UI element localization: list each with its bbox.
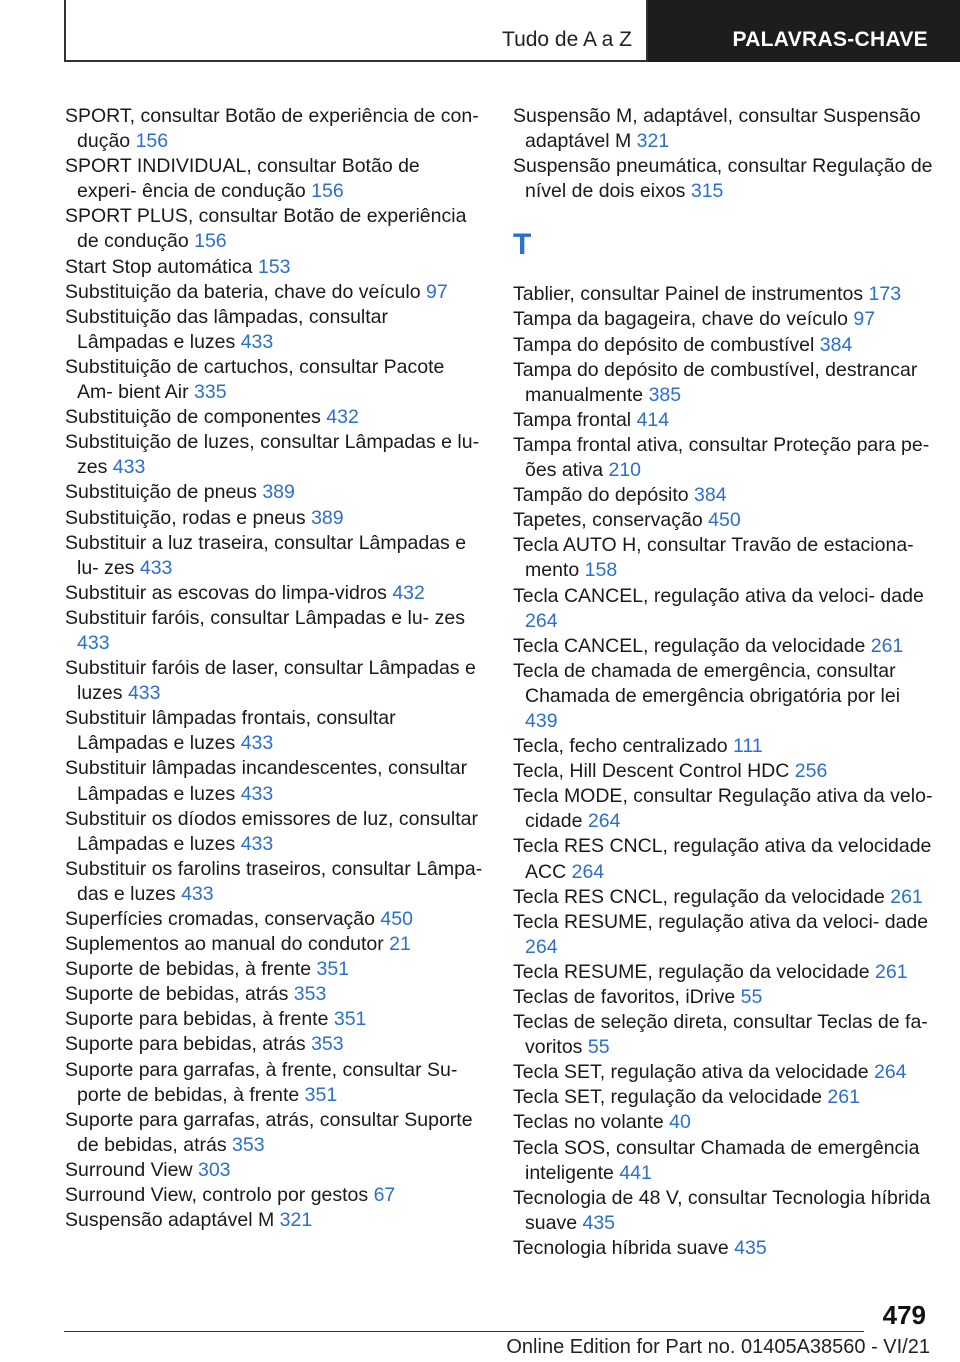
page-link[interactable]: 389 [311,506,344,529]
index-entry [513,483,933,508]
index-entry [513,154,933,204]
index-entry [65,355,483,405]
index-entry [513,659,933,734]
page-link[interactable]: 153 [257,255,291,278]
entry-text: Tecla AUTO H, consultar Travão de estaciona- mento [513,534,914,582]
page-link[interactable]: 433 [240,330,274,353]
page-link[interactable]: 97 [425,280,448,303]
entry-text: Tampão do depósito [513,484,689,507]
entry-text: Tapetes, conservação [513,509,703,532]
chapter-tab [648,0,960,62]
entry-text: Tecla, fecho centralizado [513,735,728,758]
entry-text: Suspensão M, adaptável, consultar Suspensão adaptável M [513,105,921,153]
entry-text: Surround View [65,1158,193,1181]
page-link[interactable]: 389 [262,481,295,504]
index-entry [513,1010,933,1060]
entry-text: Tecnologia híbrida suave [513,1236,729,1259]
index-entry [65,656,483,706]
entry-text: Substituição, rodas e pneus [65,506,306,529]
page-link[interactable]: 264 [587,810,621,833]
page-link[interactable]: 435 [734,1236,767,1259]
index-entry [513,1085,933,1110]
index-column-left [65,104,483,1233]
index-entry [65,104,483,154]
entry-text: Substituição da bateria, chave do veículo [65,280,421,303]
page-link[interactable]: 261 [827,1086,860,1109]
index-entry [513,533,933,583]
entry-text: Substituição das lâmpadas, consultar Lâmpadas e luzes [65,305,389,353]
page-link[interactable]: 351 [316,958,350,981]
index-entry [513,584,933,634]
index-entry [65,1007,483,1032]
index-entry [513,1136,933,1186]
index-entry [65,506,483,531]
index-entry [65,1183,483,1208]
page-link[interactable]: 450 [380,908,413,930]
index-entry [65,982,483,1007]
page-link[interactable]: 433 [240,732,274,755]
index-entry [65,706,483,756]
entry-text: Suporte para bebidas, atrás [65,1033,306,1056]
index-entry [65,255,483,280]
entry-text: Substituição de luzes, consultar Lâmpadas e lu- zes [65,431,480,479]
index-entry [65,957,483,982]
entry-text: Tampa frontal ativa, consultar Proteção para pe- ões ativa [513,433,930,482]
entry-text: Tecla SET, regulação da velocidade [513,1086,822,1109]
page-header [0,0,960,66]
index-entry [65,807,483,857]
page-link[interactable]: 97 [853,308,876,331]
index-column-right [513,104,933,1261]
entry-text: Tecla RES CNCL, regulação ativa da velocidade ACC [513,835,932,883]
entry-text: Suspensão adaptável M [65,1209,275,1232]
page-link[interactable]: 264 [525,935,558,958]
entry-text: Tecla CANCEL, regulação da velocidade [513,634,866,657]
page-link[interactable]: 111 [733,735,763,758]
page-link[interactable]: 264 [873,1061,907,1084]
page-link[interactable]: 21 [389,933,411,956]
entry-text: Suporte de bebidas, à frente [65,958,312,981]
entry-text: Tecla MODE, consultar Regulação ativa da velo- cidade [513,785,933,833]
page-link[interactable]: 385 [648,383,682,406]
entry-text: Suspensão pneumática, consultar Regulação de nível de dois eixos [513,155,933,203]
entry-text: Suplementos ao manual do condutor [65,933,384,956]
entry-text: Substituição de componentes [65,406,321,429]
entry-text: Tecla SET, regulação ativa da velocidade [513,1061,869,1084]
entry-text: Tampa do depósito de combustível, destrancar manualmente [513,358,918,406]
index-entry [65,606,483,656]
index-entry [65,1058,483,1108]
page-link[interactable]: 156 [135,130,169,153]
page-link[interactable]: 432 [392,581,425,604]
page-link[interactable]: 303 [197,1158,231,1181]
entry-text: Teclas de seleção direta, consultar Teclas de fa- voritos [513,1011,928,1059]
page-link[interactable]: 158 [584,559,618,582]
index-entry [65,430,483,480]
index-entry [513,333,933,358]
entry-text: Substituir lâmpadas incandescentes, consultar Lâmpadas e luzes [65,757,468,805]
entry-text: Substituir a luz traseira, consultar Lâmpadas e lu- zes [65,531,467,579]
index-entry [513,734,933,759]
page-link[interactable]: 351 [333,1008,367,1031]
entry-text: Tampa do depósito de combustível [513,333,815,356]
entry-text: Suporte para garrafas, à frente, consultar Su- porte de bebidas, à frente [65,1058,458,1106]
entry-text: SPORT, consultar Botão de experiência de con- dução [65,105,479,153]
index-entry [513,508,933,533]
entry-text: Tampa frontal [513,408,632,431]
entry-text: Substituir as escovas do limpa-vidros [65,581,387,604]
page-link[interactable]: 335 [194,381,227,404]
entry-text: Tecla RES CNCL, regulação da velocidade [513,885,885,908]
chapter-tab-label: PALAVRAS-CHAVE [732,28,928,51]
page-link[interactable]: 432 [326,406,359,429]
index-entry [65,204,483,254]
page-link[interactable]: 315 [690,180,724,203]
index-entry [513,960,933,985]
page-link[interactable]: 435 [582,1211,616,1234]
entry-text: Suporte para garrafas, atrás, consultar Suporte de bebidas, atrás [65,1108,473,1156]
entry-text: Substituição de pneus [65,481,257,504]
entry-text: Tampa da bagageira, chave do veículo [513,308,848,331]
index-entry [65,932,483,957]
index-entry [513,784,933,834]
entry-text: Tecla SOS, consultar Chamada de emergência inteligente [513,1136,920,1184]
entry-text: Tecla RESUME, regulação ativa da veloci- dade [513,910,929,933]
page-link[interactable]: 439 [525,709,558,732]
index-entry [513,885,933,910]
index-entry [513,985,933,1010]
footer [0,1336,960,1359]
footer-text: Online Edition for Part no. 01405A38560 - VI/21 [506,1336,930,1358]
entry-text: Tecla de chamada de emergência, consultar Chamada de emergência obrigatória por lei [513,659,901,707]
page-link[interactable]: 264 [571,860,605,883]
entry-text: Substituir faróis de laser, consultar Lâmpadas e luzes [65,657,476,705]
page-link[interactable]: 433 [112,456,146,479]
section-label: Tudo de A a Z [502,28,632,51]
index-entry [513,1236,933,1261]
index-entry [513,759,933,784]
index-entry [65,1158,483,1183]
section-letter: T [513,228,532,262]
page-link[interactable]: 433 [240,832,274,855]
index-entry [65,405,483,430]
page-link[interactable]: 433 [181,882,214,905]
page-link[interactable]: 433 [77,631,110,654]
entry-text: Tecla, Hill Descent Control HDC [513,760,790,783]
index-group-s-continued [513,104,933,204]
page-link[interactable]: 264 [525,609,558,632]
header-frame [64,0,648,62]
entry-text: Substituir faróis, consultar Lâmpadas e lu- zes [65,606,465,629]
page-link[interactable]: 55 [740,986,763,1008]
index-entry [65,857,483,907]
page-link[interactable]: 384 [694,484,727,507]
index-entry [513,307,933,332]
entry-text: SPORT PLUS, consultar Botão de experiência de condução [65,205,467,253]
entry-text: Superfícies cromadas, conservação [65,908,375,930]
index-entry [65,907,483,932]
index-entry [513,634,933,659]
entry-text: Tecla CANCEL, regulação ativa da veloci- dade [513,584,924,607]
page-link[interactable]: 261 [890,885,923,908]
page-link[interactable]: 156 [311,180,344,203]
index-entry [65,280,483,305]
page-link[interactable]: 67 [373,1184,396,1207]
entry-text: SPORT INDIVIDUAL, consultar Botão de experi- ência de condução [65,155,420,203]
page-link[interactable]: 441 [619,1161,652,1184]
page-link[interactable]: 433 [127,682,161,705]
page-link[interactable]: 433 [139,556,173,579]
page-link[interactable]: 353 [311,1033,344,1056]
index-entry [513,910,933,960]
entry-text: Start Stop automática [65,255,253,278]
index-entry [513,408,933,433]
entry-text: Tecla RESUME, regulação da velocidade [513,960,870,983]
index-entry [65,756,483,806]
page-link[interactable]: 321 [636,130,670,153]
page-link[interactable]: 433 [240,782,274,805]
page-link[interactable]: 353 [232,1133,265,1156]
page-link[interactable]: 414 [636,408,670,431]
entry-text: Surround View, controlo por gestos [65,1184,369,1207]
page-link[interactable]: 261 [875,960,908,983]
entry-text: Substituir os díodos emissores de luz, consultar Lâmpadas e luzes [65,807,478,855]
page-link[interactable]: 40 [669,1111,691,1134]
page-number: 479 [882,1300,926,1330]
page-link[interactable]: 351 [304,1083,338,1106]
footer-divider [64,1331,864,1332]
entry-text: Tablier, consultar Painel de instrumentos [513,283,864,306]
index-entry [513,1186,933,1236]
page-link[interactable]: 156 [194,230,227,253]
index-entry [65,1032,483,1057]
entry-text: Substituir lâmpadas frontais, consultar Lâmpadas e luzes [65,707,396,755]
page-link[interactable]: 450 [708,509,741,532]
index-entry [513,433,933,483]
page-link[interactable]: 261 [870,634,904,657]
index-entry [513,1060,933,1085]
index-entry [513,282,933,307]
index-entry [65,531,483,581]
index-group-t [513,282,933,1261]
index-entry [65,581,483,606]
index-entry [65,1108,483,1158]
index-entry [65,154,483,204]
page-link[interactable]: 55 [587,1036,610,1059]
page-link[interactable]: 321 [279,1209,313,1232]
page-link[interactable]: 173 [868,283,902,306]
index-entry [513,104,933,154]
index-entry [513,1110,933,1135]
index-entry [65,1208,483,1233]
page-link[interactable]: 210 [608,459,642,482]
entry-text: Suporte de bebidas, atrás [65,983,289,1006]
index-entry [513,834,933,884]
entry-text: Substituição de cartuchos, consultar Pacote Am- bient Air [65,355,445,404]
page-link[interactable]: 256 [794,760,828,783]
entry-text: Substituir os farolins traseiros, consultar Lâmpa- das e luzes [65,857,483,905]
page-link[interactable]: 384 [819,333,853,356]
index-entry [513,358,933,408]
index-entry [65,305,483,355]
entry-text: Tecnologia de 48 V, consultar Tecnologia híbrida suave [513,1186,931,1234]
entry-text: Teclas de favoritos, iDrive [513,986,736,1008]
page-link[interactable]: 353 [293,983,327,1006]
index-entry [65,480,483,505]
entry-text: Suporte para bebidas, à frente [65,1008,329,1031]
entry-text: Teclas no volante [513,1111,664,1134]
